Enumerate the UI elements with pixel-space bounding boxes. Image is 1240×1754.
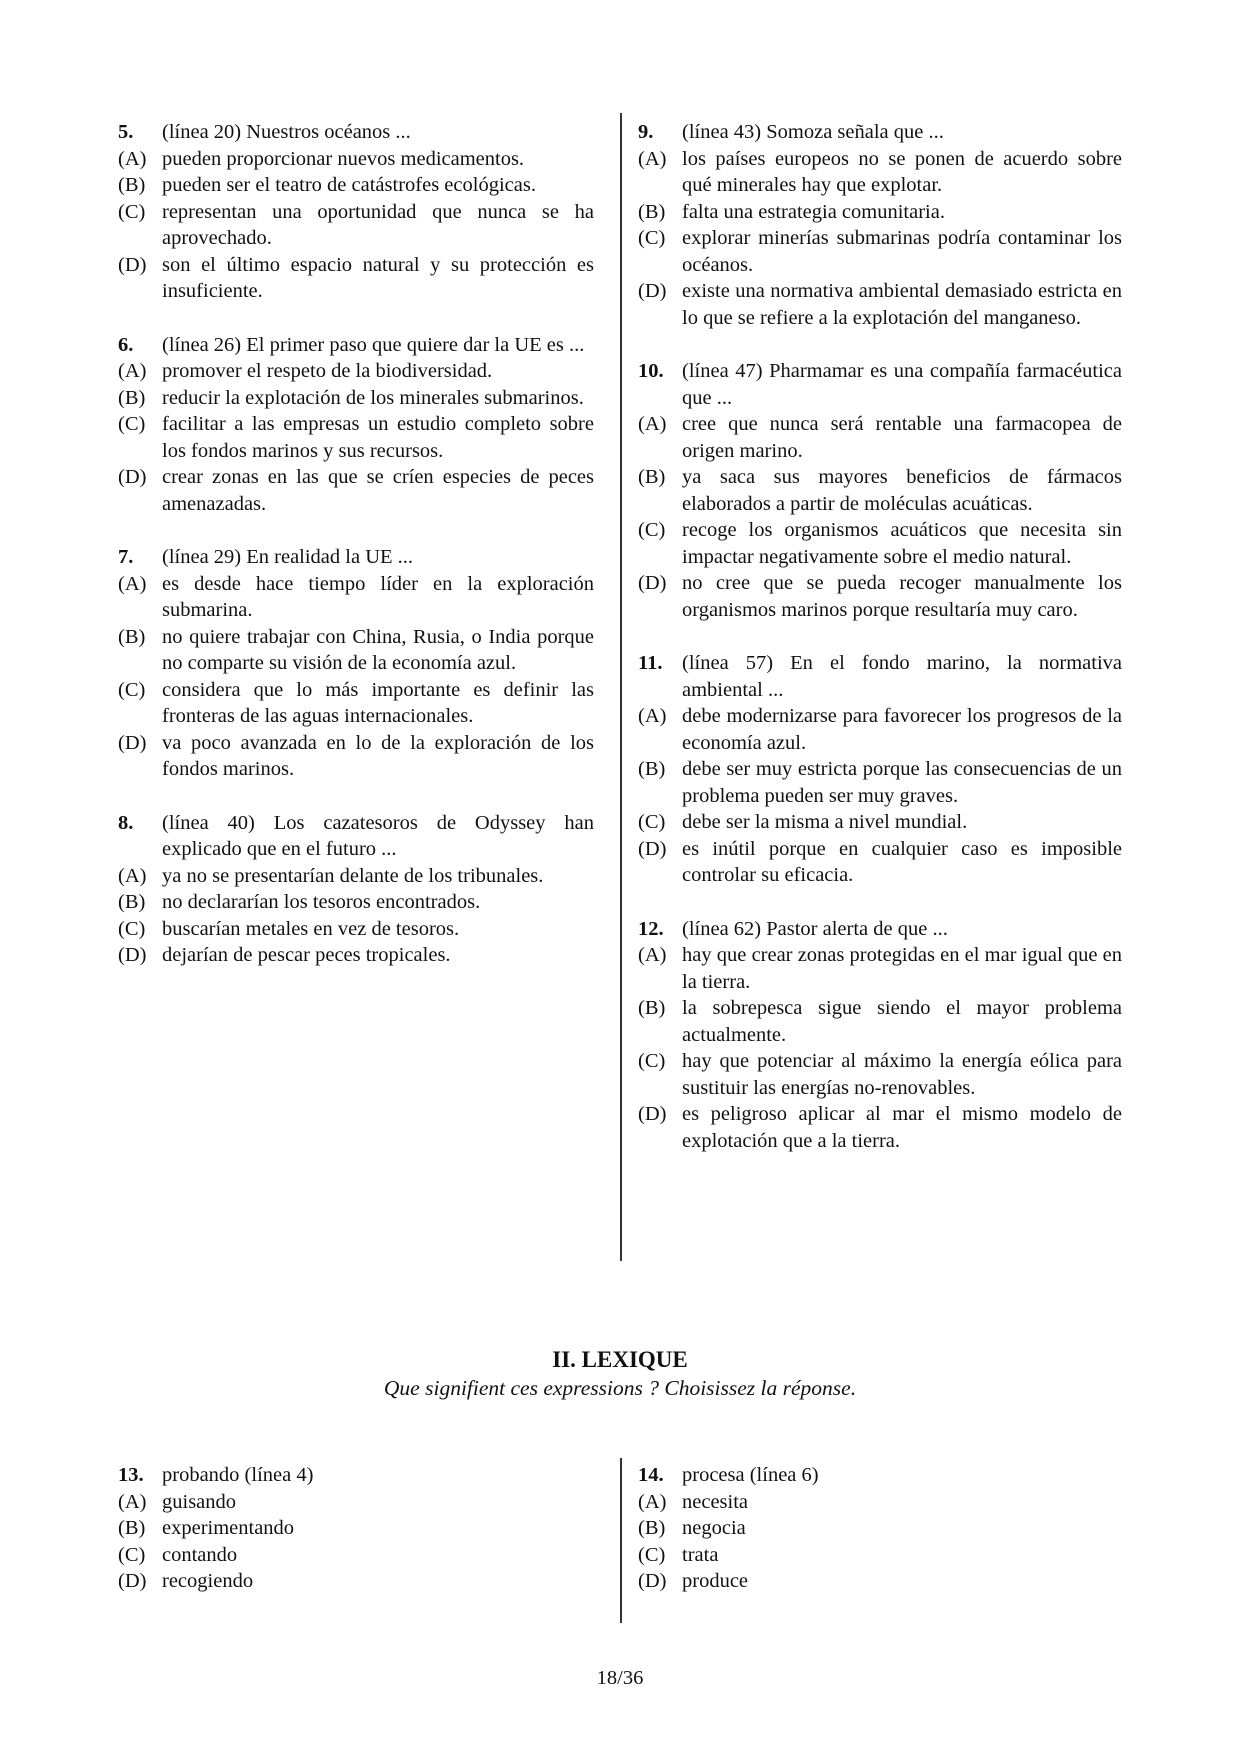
option-a [118,146,594,173]
option-d [118,252,594,305]
option-letter: (B) [638,200,666,223]
option-text: es desde hace tiempo líder en la exploración submarina. [162,572,594,621]
option-d [118,730,594,783]
question-14 [638,1462,1122,1595]
option-d [118,942,594,969]
option-letter: (A) [118,864,147,887]
option-b [118,889,594,916]
option-text: no declararían los tesoros encontrados. [162,891,481,913]
option-text: los países europeos no se ponen de acuerdo sobre qué minerales hay que explotar. [682,147,1122,196]
option-letter: (C) [118,1543,146,1566]
option-text: guisando [162,1490,237,1513]
option-text: falta una estrategia comunitaria. [682,200,945,223]
option-letter: (C) [638,1543,666,1566]
option-b [118,385,594,412]
question-number: 7. [118,546,134,568]
option-letter: (D) [638,1103,667,1125]
option-c [638,225,1122,278]
question-number: 6. [118,333,134,356]
option-text: recoge los organismos acuáticos que necesita sin impactar negativamente sobre el medio natural. [682,519,1122,568]
option-text: crear zonas en las que se críen especies de peces amenazadas. [162,466,594,515]
option-letter: (B) [638,997,666,1019]
option-b [638,464,1122,517]
question-stem: (línea 29) En realidad la UE ... [162,546,414,568]
option-text: no quiere trabajar con China, Rusia, o India porque no comparte su visión de la economía azul. [162,625,594,674]
question-6 [118,332,594,518]
option-a [638,1489,1122,1516]
option-text: representan una oportunidad que nunca se ha aprovechado. [162,200,594,249]
option-text: es peligroso aplicar al mar el mismo modelo de explotación que a la tierra. [682,1103,1122,1152]
option-d [638,1101,1122,1154]
question-stem: (línea 47) Pharmamar es una compañía farmacéutica que ... [682,360,1122,409]
option-letter: (B) [118,174,146,196]
option-a [638,703,1122,756]
option-c [638,1048,1122,1101]
question-stem: (línea 40) Los cazatesoros de Odyssey han explicado que en el futuro ... [162,811,594,860]
option-text: debe ser muy estricta porque las consecuencias de un problema pueden ser muy graves. [682,758,1122,807]
option-text: cree que nunca será rentable una farmacopea de origen marino. [682,413,1122,462]
option-d [118,464,594,517]
option-letter: (B) [638,466,666,488]
option-a [638,942,1122,995]
option-text: debe ser la misma a nivel mundial. [682,811,968,833]
option-d [638,570,1122,623]
option-a [638,146,1122,199]
option-d [638,836,1122,889]
question-stem: (línea 43) Somoza señala que ... [682,121,944,143]
option-c [118,411,594,464]
lexique-right-column [638,1462,1122,1622]
option-text: la sobrepesca sigue siendo el mayor problema actualmente. [682,997,1122,1046]
question-5 [118,119,594,305]
option-letter: (B) [638,758,666,780]
option-text: dejarían de pescar peces tropicales. [162,944,451,966]
question-13 [118,1462,594,1595]
option-b [638,199,1122,226]
question-7 [118,544,594,783]
option-letter: (A) [638,944,667,966]
option-text: es inútil porque en cualquier caso es imposible controlar su eficacia. [682,837,1122,886]
question-stem: procesa (línea 6) [682,1464,819,1486]
question-12 [638,916,1122,1155]
option-c [638,1542,1122,1569]
option-text: reducir la explotación de los minerales submarinos. [162,386,584,409]
option-c [118,199,594,252]
option-a [118,571,594,624]
page-number: 18/36 [596,1667,644,1689]
option-text: considera que lo más importante es definir las fronteras de las aguas internacionales. [162,678,594,727]
option-letter: (B) [118,386,146,409]
option-letter: (D) [118,944,147,966]
option-letter: (B) [118,1517,146,1539]
option-c [638,517,1122,570]
option-letter: (A) [638,1490,667,1513]
option-letter: (C) [638,227,666,249]
option-text: explorar minerías submarinas podría contaminar los océanos. [682,227,1122,276]
option-letter: (B) [118,891,146,913]
option-letter: (C) [118,917,146,940]
option-letter: (A) [638,705,667,727]
question-stem: (línea 26) El primer paso que quiere dar la UE es ... [162,333,585,356]
option-a [118,358,594,385]
question-number: 14. [638,1464,664,1486]
question-stem: (línea 57) En el fondo marino, la normativa ambiental ... [682,652,1122,701]
option-b [118,1515,594,1542]
option-letter: (A) [118,147,147,170]
option-d [638,1568,1122,1595]
option-c [118,1542,594,1569]
option-b [638,1515,1122,1542]
option-text: facilitar a las empresas un estudio completo sobre los fondos marinos y sus recursos. [162,413,594,462]
option-text: pueden ser el teatro de catástrofes ecológicas. [162,174,536,196]
option-letter: (C) [638,519,666,541]
question-stem: probando (línea 4) [162,1464,314,1486]
column-divider [620,113,622,1261]
option-letter: (D) [118,731,147,754]
option-text: debe modernizarse para favorecer los progresos de la economía azul. [682,705,1122,754]
question-number: 9. [638,121,654,143]
question-10 [638,358,1122,623]
option-a [118,863,594,890]
option-text: negocia [682,1517,746,1539]
option-text: no cree que se pueda recoger manualmente los organismos marinos porque resultaría muy caro. [682,572,1122,621]
option-text: existe una normativa ambiental demasiado estricta en lo que se refiere a la explotación del manganeso. [682,280,1122,329]
option-b [638,756,1122,809]
option-letter: (D) [118,466,147,488]
option-d [638,278,1122,331]
question-number: 8. [118,811,134,834]
option-letter: (A) [638,413,667,435]
question-stem: (línea 62) Pastor alerta de que ... [682,917,948,940]
option-text: contando [162,1543,238,1566]
option-letter: (C) [118,413,146,435]
question-number: 12. [638,917,664,940]
option-letter: (C) [118,678,146,701]
option-text: promover el respeto de la biodiversidad. [162,360,493,382]
option-letter: (B) [638,1517,666,1539]
option-text: ya no se presentarían delante de los tribunales. [162,864,544,887]
option-b [118,624,594,677]
column-divider [620,1458,622,1623]
option-text: ya saca sus mayores beneficios de fármacos elaborados a partir de moléculas acuáticas. [682,466,1122,515]
option-b [638,995,1122,1048]
option-letter: (A) [118,1490,147,1513]
left-question-column [118,119,594,996]
question-number: 11. [638,652,663,674]
option-d [118,1568,594,1595]
option-letter: (D) [638,837,667,860]
question-number: 10. [638,360,664,382]
option-letter: (D) [118,253,147,276]
option-letter: (B) [118,625,146,648]
lexique-left-column [118,1462,594,1622]
option-text: recogiendo [162,1570,254,1592]
option-text: son el último espacio natural y su protección es insuficiente. [162,253,594,302]
question-9 [638,119,1122,331]
option-letter: (D) [118,1570,147,1592]
option-text: hay que potenciar al máximo la energía eólica para sustituir las energías no-renovables. [682,1050,1122,1099]
option-letter: (D) [638,572,667,594]
option-text: pueden proporcionar nuevos medicamentos. [162,147,525,170]
option-letter: (A) [638,147,667,170]
option-letter: (D) [638,280,667,302]
option-letter: (D) [638,1570,667,1592]
option-b [118,172,594,199]
question-number: 5. [118,121,134,143]
option-text: experimentando [162,1517,295,1539]
section-title: II. LEXIQUE [552,1347,688,1372]
option-letter: (C) [118,200,146,223]
option-c [118,677,594,730]
option-text: buscarían metales en vez de tesoros. [162,917,460,940]
option-a [118,1489,594,1516]
option-text: hay que crear zonas protegidas en el mar igual que en la tierra. [682,944,1122,993]
option-text: trata [682,1543,719,1566]
option-text: necesita [682,1490,749,1513]
option-letter: (C) [638,811,666,833]
question-8 [118,810,594,969]
question-11 [638,650,1122,889]
option-letter: (A) [118,572,147,595]
question-stem: (línea 20) Nuestros océanos ... [162,121,411,143]
question-number: 13. [118,1464,144,1486]
option-c [638,809,1122,836]
option-letter: (A) [118,360,147,382]
option-c [118,916,594,943]
option-letter: (C) [638,1050,666,1072]
option-text: produce [682,1570,749,1592]
option-text: va poco avanzada en lo de la exploración de los fondos marinos. [162,731,594,780]
section-subtitle: Que signifient ces expressions ? Choisissez la réponse. [383,1376,857,1400]
option-a [638,411,1122,464]
right-question-column [638,119,1122,1181]
